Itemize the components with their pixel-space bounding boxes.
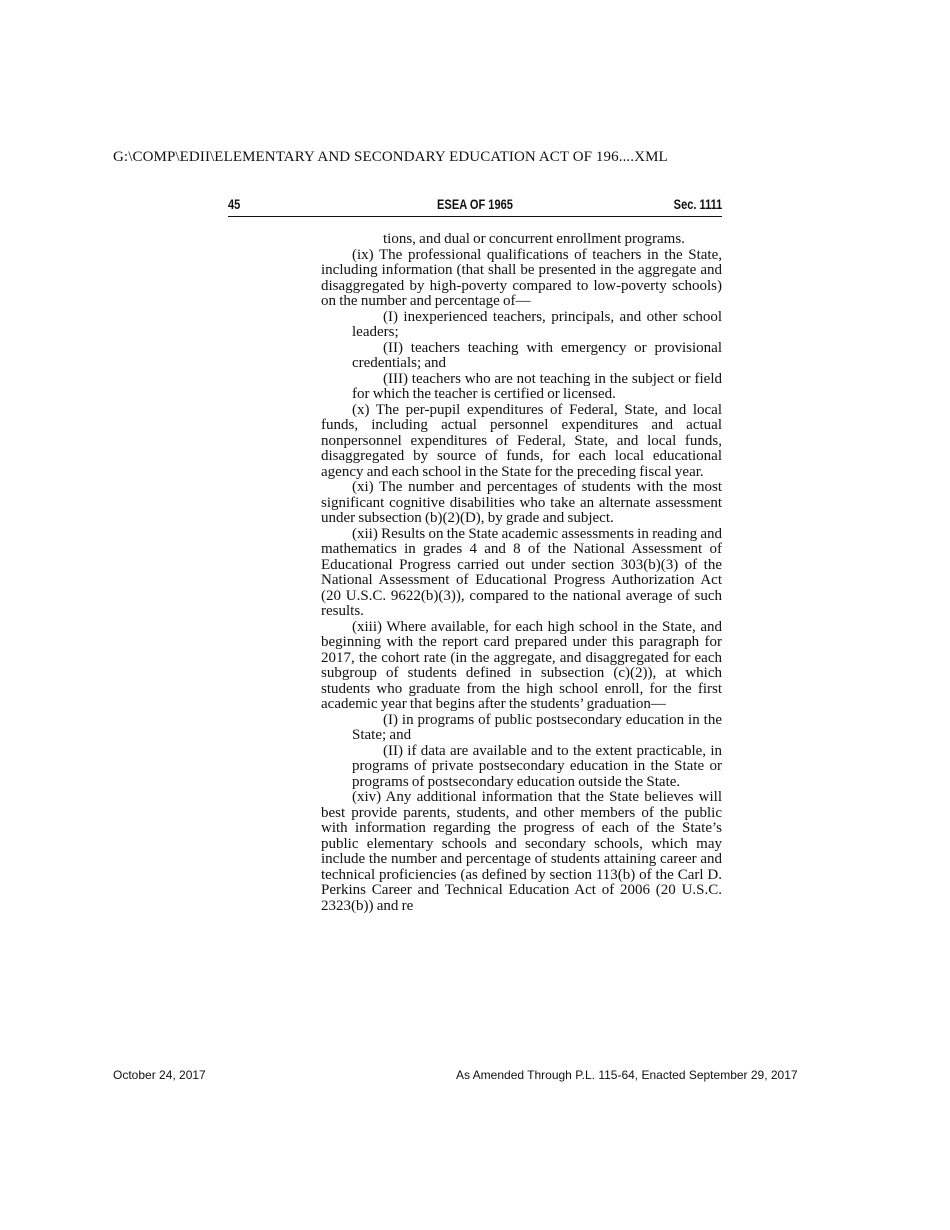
footer-date: October 24, 2017 [113, 1068, 206, 1082]
statute-body [321, 232, 722, 914]
subclause-xiii-II: (II) if data are available and to the extent practicable, in programs of private postsecondary education in the State or programs of postsecondary education outside the State. [352, 742, 722, 790]
clause-xi: (xi) The number and percentages of students with the most significant cognitive disabilities who take an alternate assessment under subsection (b)(2)(D), by grade and subject. [321, 479, 722, 526]
clause-x: (x) The per-pupil expenditures of Federal, State, and local funds, including actual personnel expenditures and actual nonpersonnel expenditures of Federal, State, and local funds, disaggregated by source of funds, for each local educational agency and each school in the State for the preceding fiscal year. [321, 401, 722, 480]
clause-ix: (ix) The professional qualifications of teachers in the State, including information (that shall be presented in the aggregate and disaggregated by high-poverty compared to low-poverty schools) on the number and percentage of— [321, 246, 722, 309]
page-number: 45 [228, 197, 241, 212]
page-title: ESEA OF 1965 [437, 197, 513, 212]
subclause-xiii-I: (I) in programs of public postsecondary education in the State; and [352, 711, 722, 743]
file-path-header: G:\COMP\EDII\ELEMENTARY AND SECONDARY EDUCATION ACT OF 196....XML [113, 149, 668, 165]
subclause-ix-II: (II) teachers teaching with emergency or provisional credentials; and [352, 339, 722, 371]
section-label: Sec. 1111 [673, 197, 722, 212]
subclause-ix-I: (I) inexperienced teachers, principals, and other school leaders; [352, 308, 722, 340]
clause-xiv: (xiv) Any additional information that the State believes will best provide parents, students, and other members of the public with information regarding the progress of each of the State’s public elementary schools and secondary schools, which may include the number and percentage of students attaining career and technical proficiencies (as defined by section 113(b) of the Carl D. Perkins Career and Technical Education Act of 2006 (20 U.S.C. 2323(b)) and re [321, 789, 722, 914]
clause-xiii: (xiii) Where available, for each high school in the State, and beginning with the report card prepared under this paragraph for 2017, the cohort rate (in the aggregate, and disaggregated for each subgroup of students defined in subsection (c)(2)), at which students who graduate from the high school enroll, for the first academic year that begins after the students’ graduation— [321, 618, 722, 712]
footer-amended-note: As Amended Through P.L. 115-64, Enacted September 29, 2017 [456, 1068, 798, 1082]
paragraph-continuation: tions, and dual or concurrent enrollment programs. [383, 231, 685, 247]
clause-xii: (xii) Results on the State academic assessments in reading and mathematics in grades 4 and 8 of the National Assessment of Educational Progress carried out under section 303(b)(3) of the National Assessment of Educational Progress Authorization Act (20 U.S.C. 9622(b)(3)), compared to the national average of such results. [321, 525, 722, 619]
subclause-ix-III: (III) teachers who are not teaching in the subject or field for which the teacher is certified or licensed. [352, 370, 722, 402]
running-head [228, 197, 722, 217]
